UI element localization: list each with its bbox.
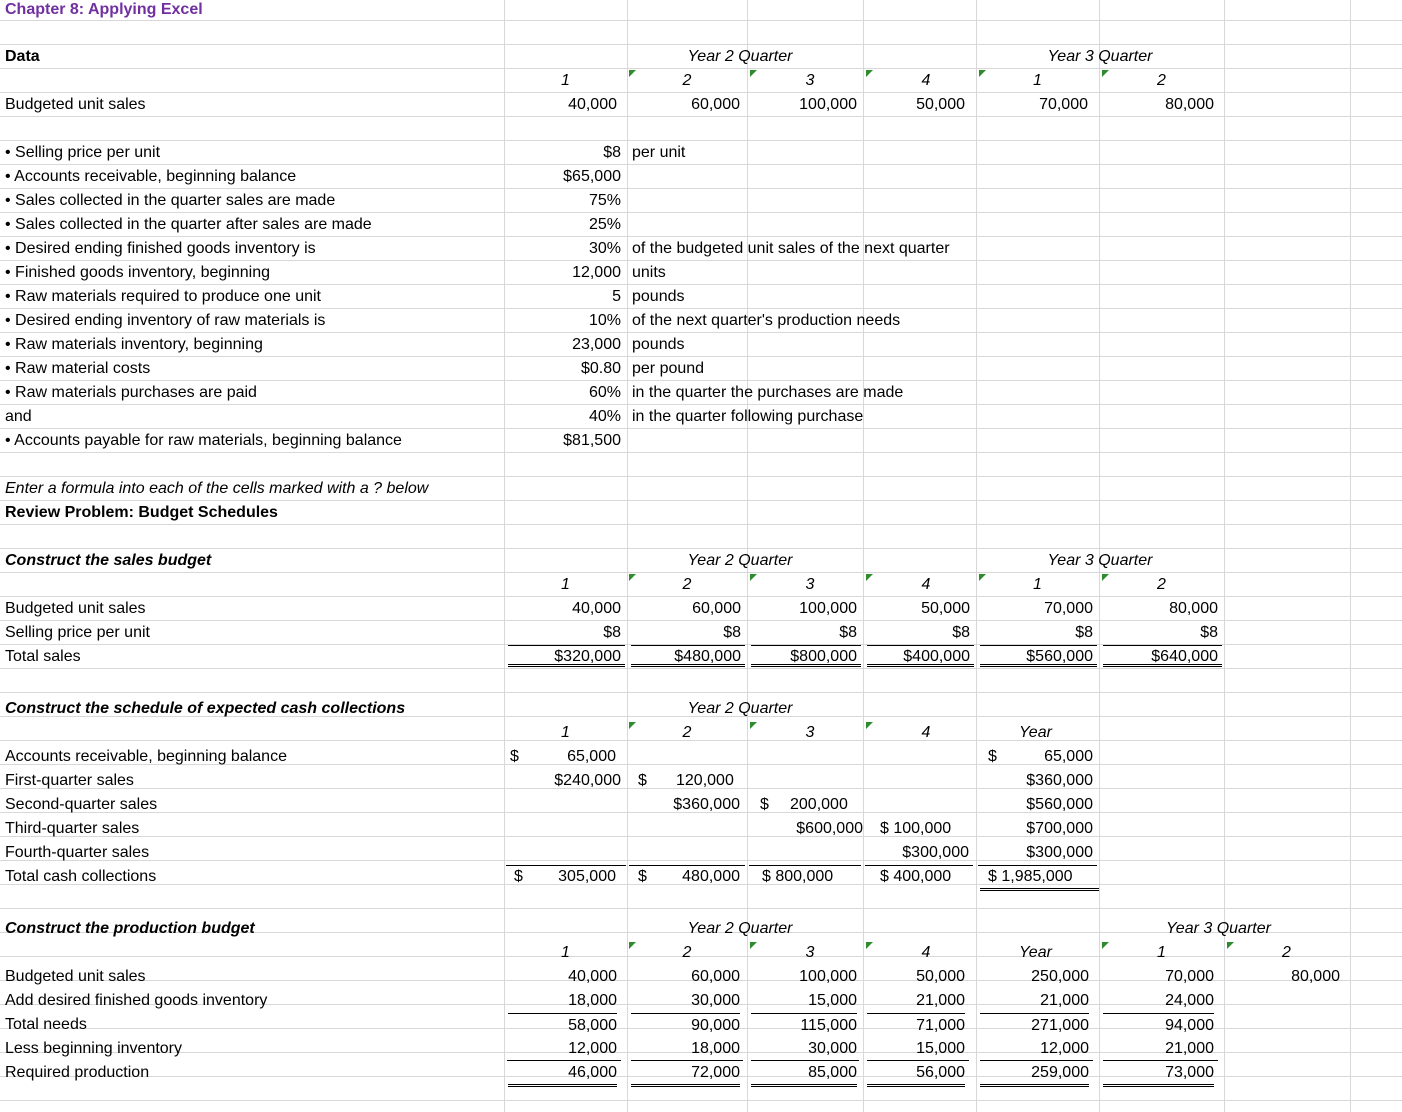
cell-comment-indicator-icon — [866, 942, 873, 949]
data-cell[interactable]: 50,000 — [916, 96, 965, 113]
quarter-header: 1 — [561, 576, 570, 593]
assumption-note: per pound — [632, 360, 705, 377]
production-cell[interactable]: 18,000 — [691, 1040, 740, 1057]
quarter-header: 3 — [805, 944, 815, 961]
year2-quarter-label: Year 2 Quarter — [687, 552, 793, 569]
cash-cell[interactable]: $360,000 — [1026, 772, 1093, 789]
production-row-label: Required production — [5, 1064, 150, 1081]
quarter-header: 2 — [682, 72, 692, 89]
sales-cell[interactable]: $400,000 — [867, 645, 974, 667]
total-border — [980, 1060, 1093, 1061]
assumption-value[interactable]: 5 — [612, 288, 621, 305]
year2-quarter-label: Year 2 Quarter — [687, 48, 793, 65]
assumption-value[interactable]: $0.80 — [580, 360, 621, 377]
production-cell[interactable]: 250,000 — [1031, 968, 1089, 985]
grid-line — [0, 140, 1402, 141]
quarter-header: 1 — [1157, 944, 1166, 961]
sales-cell[interactable]: $640,000 — [1103, 645, 1222, 667]
year3-quarter-label: Year 3 Quarter — [1047, 552, 1153, 569]
year-header: Year — [1019, 944, 1052, 961]
sales-cell[interactable]: $320,000 — [508, 645, 625, 667]
grid-line — [0, 1100, 1402, 1101]
cell-comment-indicator-icon — [629, 574, 636, 581]
assumption-label: • Sales collected in the quarter sales are made — [5, 192, 336, 209]
cash-row-label: Third-quarter sales — [5, 820, 140, 837]
review-problem-title: Review Problem: Budget Schedules — [5, 504, 278, 521]
total-border — [631, 1060, 743, 1061]
cell-comment-indicator-icon — [629, 942, 636, 949]
cell-comment-indicator-icon — [1102, 574, 1109, 581]
total-border — [507, 1060, 621, 1061]
cell-comment-indicator-icon — [750, 70, 757, 77]
cash-cell[interactable]: 305,000 — [558, 868, 616, 885]
cash-cell[interactable]: $ 100,000 — [880, 820, 952, 837]
cell-comment-indicator-icon — [750, 942, 757, 949]
quarter-header: 4 — [921, 576, 931, 593]
assumption-note: units — [632, 264, 666, 281]
assumption-value[interactable]: $65,000 — [563, 168, 621, 185]
row-label: Budgeted unit sales — [5, 96, 146, 113]
production-cell[interactable]: 40,000 — [568, 968, 617, 985]
production-cell[interactable]: 94,000 — [1103, 1013, 1214, 1037]
data-heading: Data — [5, 48, 40, 65]
sales-cell[interactable]: $8 — [723, 624, 741, 641]
production-cell[interactable]: 85,000 — [751, 1061, 857, 1087]
grid-line — [0, 836, 1402, 837]
assumption-label: • Finished goods inventory, beginning — [5, 264, 271, 281]
sales-cell[interactable]: 80,000 — [1169, 600, 1218, 617]
cash-cell[interactable]: $700,000 — [1026, 820, 1093, 837]
sales-cell[interactable]: 50,000 — [921, 600, 970, 617]
cash-cell[interactable]: 65,000 — [1044, 748, 1093, 765]
data-cell[interactable]: 80,000 — [1165, 96, 1214, 113]
cash-cell[interactable]: $ 1,985,000 — [988, 868, 1073, 885]
sales-cell[interactable]: 100,000 — [799, 600, 857, 617]
production-cell[interactable]: 115,000 — [751, 1013, 857, 1037]
cash-row-label: Accounts receivable, beginning balance — [5, 748, 287, 765]
sales-cell[interactable]: 60,000 — [692, 600, 741, 617]
cash-cell[interactable]: $600,000 — [796, 820, 863, 837]
cash-cell[interactable]: 120,000 — [676, 772, 734, 789]
grid-line — [0, 692, 1402, 693]
cash-cell[interactable]: $300,000 — [902, 844, 969, 861]
total-border — [751, 1060, 859, 1061]
production-cell[interactable]: 90,000 — [631, 1013, 740, 1037]
assumption-label: • Raw materials purchases are paid — [5, 384, 257, 401]
sales-row-label: Total sales — [5, 648, 81, 665]
sales-cell[interactable]: $8 — [952, 624, 970, 641]
production-cell[interactable]: 21,000 — [1040, 992, 1089, 1009]
production-cell[interactable]: 50,000 — [916, 968, 965, 985]
cash-row-label: Second-quarter sales — [5, 796, 158, 813]
grid-line — [0, 668, 1402, 669]
production-cell[interactable]: 73,000 — [1103, 1061, 1214, 1087]
quarter-header: 3 — [805, 576, 815, 593]
cash-cell[interactable]: $ — [638, 772, 647, 789]
sales-budget-heading: Construct the sales budget — [5, 552, 212, 569]
sales-cell[interactable]: $8 — [839, 624, 857, 641]
year2-quarter-label: Year 2 Quarter — [687, 920, 793, 937]
data-cell[interactable]: 100,000 — [799, 96, 857, 113]
data-cell[interactable]: 40,000 — [568, 96, 617, 113]
assumption-label: • Selling price per unit — [5, 144, 161, 161]
assumption-note: pounds — [632, 288, 685, 305]
cash-cell[interactable]: 480,000 — [682, 868, 740, 885]
quarter-header: 2 — [682, 724, 692, 741]
cash-cell[interactable]: $ — [760, 796, 769, 813]
production-cell[interactable]: 56,000 — [867, 1061, 965, 1087]
assumption-note: in the quarter following purchase — [632, 408, 864, 425]
assumption-label: • Accounts receivable, beginning balance — [5, 168, 297, 185]
assumption-label: • Accounts payable for raw materials, beginning balance — [5, 432, 402, 449]
total-border — [867, 1060, 969, 1061]
assumption-label: • Raw material costs — [5, 360, 151, 377]
production-cell[interactable]: 271,000 — [980, 1013, 1089, 1037]
assumption-note: pounds — [632, 336, 685, 353]
production-cell[interactable]: 12,000 — [1040, 1040, 1089, 1057]
total-border — [865, 865, 973, 866]
cash-cell[interactable]: $ — [638, 868, 647, 885]
cell-comment-indicator-icon — [629, 722, 636, 729]
quarter-header: 4 — [921, 72, 931, 89]
sales-cell[interactable]: $560,000 — [980, 645, 1097, 667]
cell-comment-indicator-icon — [866, 574, 873, 581]
assumption-label: • Raw materials inventory, beginning — [5, 336, 263, 353]
production-cell[interactable]: 21,000 — [916, 992, 965, 1009]
production-row-label: Less beginning inventory — [5, 1040, 183, 1057]
sheet-title: Chapter 8: Applying Excel — [5, 1, 203, 18]
cell-comment-indicator-icon — [629, 70, 636, 77]
grid-line — [0, 860, 1402, 861]
cash-cell[interactable]: $ — [514, 868, 523, 885]
assumption-value[interactable]: 30% — [588, 240, 621, 257]
total-border — [749, 865, 861, 866]
cell-comment-indicator-icon — [750, 722, 757, 729]
production-cell[interactable]: 18,000 — [568, 992, 617, 1009]
sales-cell[interactable]: $8 — [1200, 624, 1218, 641]
sales-row-label: Budgeted unit sales — [5, 600, 146, 617]
assumption-label: • Desired ending inventory of raw materials is — [5, 312, 326, 329]
sales-row-label: Selling price per unit — [5, 624, 150, 641]
sales-cell[interactable]: 40,000 — [572, 600, 621, 617]
production-cell[interactable]: 58,000 — [508, 1013, 617, 1037]
production-cell[interactable]: 15,000 — [916, 1040, 965, 1057]
assumption-value[interactable]: 12,000 — [572, 264, 621, 281]
assumption-label: • Sales collected in the quarter after sales are made — [5, 216, 372, 233]
quarter-header: 1 — [1033, 72, 1042, 89]
cash-row-label: First-quarter sales — [5, 772, 134, 789]
assumption-value[interactable]: $81,500 — [563, 432, 621, 449]
total-double-border — [980, 888, 1099, 891]
assumption-label: • Raw materials required to produce one unit — [5, 288, 321, 305]
cell-comment-indicator-icon — [866, 722, 873, 729]
production-row-label: Budgeted unit sales — [5, 968, 146, 985]
quarter-header: 1 — [561, 944, 570, 961]
assumption-value[interactable]: 23,000 — [572, 336, 621, 353]
quarter-header: 2 — [1157, 72, 1166, 89]
year3-quarter-label: Year 3 Quarter — [1166, 920, 1271, 937]
total-border — [1103, 1060, 1218, 1061]
quarter-header: 3 — [805, 72, 815, 89]
sales-cell[interactable]: $8 — [603, 624, 621, 641]
assumption-value[interactable]: 40% — [588, 408, 621, 425]
total-border — [506, 865, 626, 866]
assumption-value[interactable]: 60% — [588, 384, 621, 401]
production-cell[interactable]: 46,000 — [508, 1061, 617, 1087]
cash-cell[interactable]: $ 800,000 — [762, 868, 834, 885]
cash-row-label: Fourth-quarter sales — [5, 844, 150, 861]
assumption-value[interactable]: 75% — [588, 192, 621, 209]
cash-cell[interactable]: $300,000 — [1026, 844, 1093, 861]
quarter-header: 1 — [561, 72, 570, 89]
production-cell[interactable]: 30,000 — [691, 992, 740, 1009]
assumption-note: of the budgeted unit sales of the next quarter — [632, 240, 950, 257]
instructions-text: Enter a formula into each of the cells marked with a ? below — [5, 480, 429, 497]
quarter-header: 2 — [1282, 944, 1291, 961]
cash-cell[interactable]: 65,000 — [567, 748, 616, 765]
cash-cell[interactable]: $240,000 — [554, 772, 621, 789]
year-header: Year — [1019, 724, 1052, 741]
production-cell[interactable]: 21,000 — [1165, 1040, 1214, 1057]
year3-quarter-label: Year 3 Quarter — [1047, 48, 1153, 65]
sales-cell[interactable]: 70,000 — [1044, 600, 1093, 617]
cash-cell[interactable]: $ — [510, 748, 519, 765]
quarter-header: 1 — [561, 724, 570, 741]
cash-cell[interactable]: $360,000 — [673, 796, 740, 813]
production-cell[interactable]: 15,000 — [808, 992, 857, 1009]
production-cell[interactable]: 72,000 — [631, 1061, 740, 1087]
grid-line — [0, 908, 1402, 909]
quarter-header: 2 — [682, 576, 692, 593]
production-cell[interactable]: 70,000 — [1165, 968, 1214, 985]
quarter-header: 4 — [921, 724, 931, 741]
cell-comment-indicator-icon — [1102, 942, 1109, 949]
cell-comment-indicator-icon — [1102, 70, 1109, 77]
grid-line — [1350, 0, 1351, 1112]
cell-comment-indicator-icon — [866, 70, 873, 77]
total-border — [629, 865, 745, 866]
cell-comment-indicator-icon — [979, 70, 986, 77]
cell-comment-indicator-icon — [750, 574, 757, 581]
quarter-header: 4 — [921, 944, 931, 961]
assumption-label: and — [5, 408, 32, 425]
production-row-label: Total needs — [5, 1016, 87, 1033]
production-cell[interactable]: 12,000 — [568, 1040, 617, 1057]
assumption-note: in the quarter the purchases are made — [632, 384, 904, 401]
quarter-header: 1 — [1033, 576, 1042, 593]
cash-collections-heading: Construct the schedule of expected cash collections — [5, 700, 406, 717]
sales-cell[interactable]: $480,000 — [631, 645, 745, 667]
sales-cell[interactable]: $8 — [1075, 624, 1093, 641]
assumption-value[interactable]: $8 — [603, 144, 621, 161]
cash-row-label: Total cash collections — [5, 868, 157, 885]
grid-line — [0, 20, 1402, 21]
production-cell[interactable]: 80,000 — [1291, 968, 1340, 985]
production-cell[interactable]: 24,000 — [1165, 992, 1214, 1009]
cash-cell[interactable]: $560,000 — [1026, 796, 1093, 813]
cash-cell[interactable]: $ 400,000 — [880, 868, 952, 885]
cash-cell[interactable]: $ — [988, 748, 997, 765]
quarter-header: 3 — [805, 724, 815, 741]
quarter-header: 2 — [682, 944, 692, 961]
sales-cell[interactable]: $800,000 — [751, 645, 861, 667]
cell-comment-indicator-icon — [1227, 942, 1234, 949]
grid-line — [1224, 0, 1225, 1112]
total-border — [978, 865, 1097, 866]
data-cell[interactable]: 60,000 — [691, 96, 740, 113]
assumption-note: of the next quarter's production needs — [632, 312, 901, 329]
assumption-value[interactable]: 25% — [588, 216, 621, 233]
production-cell[interactable]: 60,000 — [691, 968, 740, 985]
production-cell[interactable]: 71,000 — [867, 1013, 965, 1037]
quarter-header: 2 — [1157, 576, 1166, 593]
assumption-value[interactable]: 10% — [588, 312, 621, 329]
year2-quarter-label: Year 2 Quarter — [687, 700, 793, 717]
cash-cell[interactable]: 200,000 — [790, 796, 848, 813]
production-cell[interactable]: 259,000 — [980, 1061, 1089, 1087]
production-row-label: Add desired finished goods inventory — [5, 992, 268, 1009]
assumption-label: • Desired ending finished goods inventory is — [5, 240, 316, 257]
production-cell[interactable]: 100,000 — [799, 968, 857, 985]
assumption-note: per unit — [632, 144, 686, 161]
data-cell[interactable]: 70,000 — [1039, 96, 1088, 113]
production-budget-heading: Construct the production budget — [5, 920, 255, 937]
cell-comment-indicator-icon — [979, 574, 986, 581]
production-cell[interactable]: 30,000 — [808, 1040, 857, 1057]
